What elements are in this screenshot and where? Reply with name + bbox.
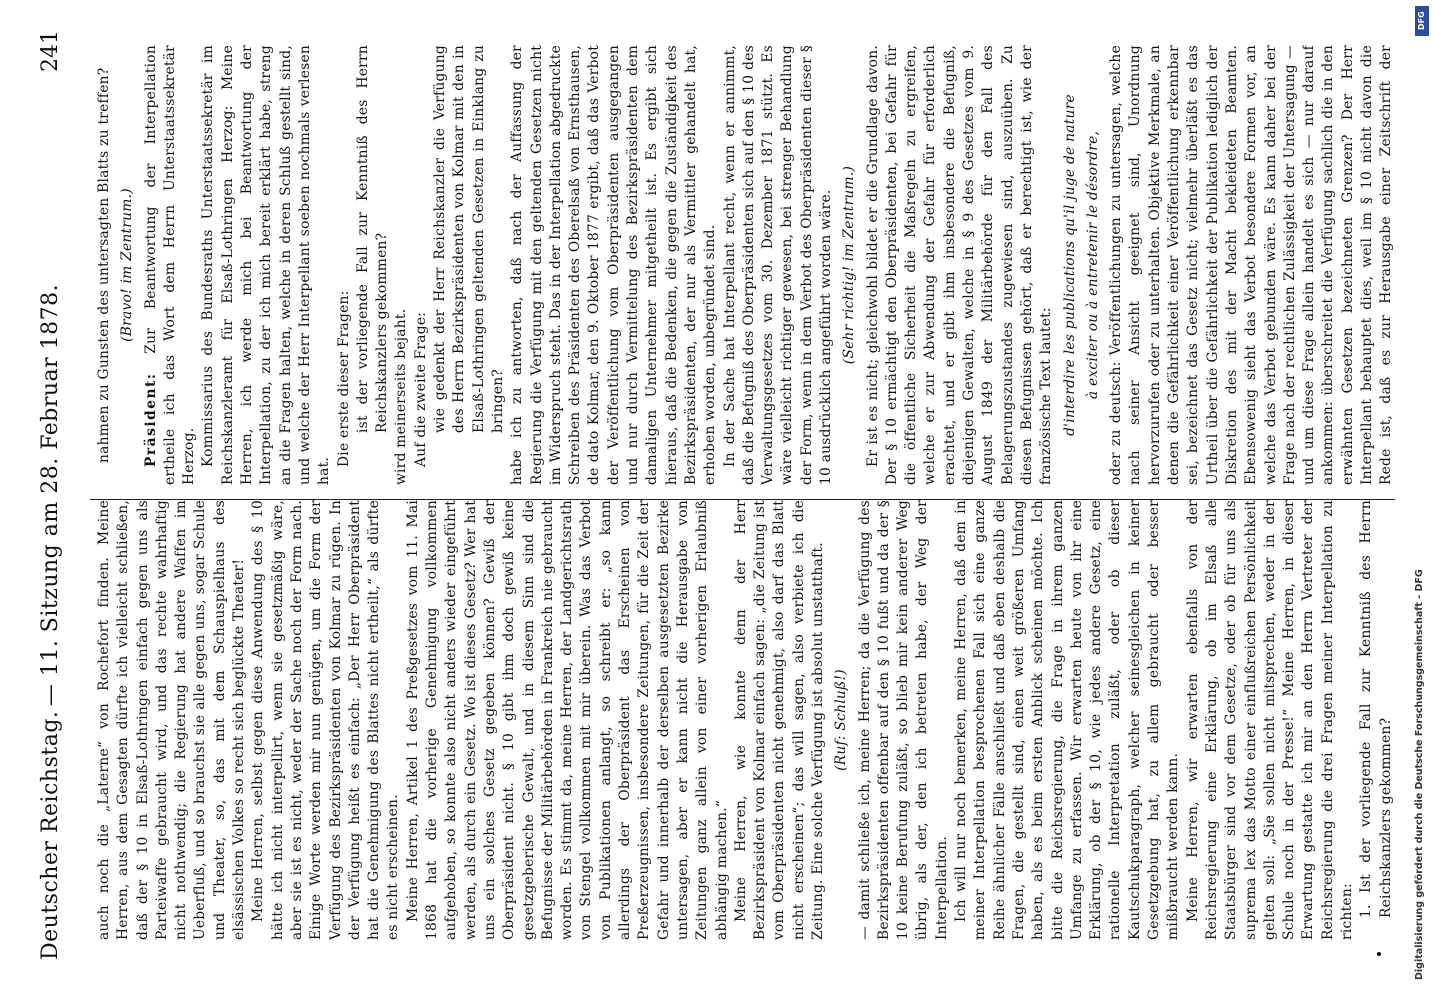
paragraph: Meine Herren, wir erwarten ebenfalls von der Reichsregierung eine Erklärung, ob im Elsaß alle Staatsbürger sind vor dem Gesetze, oder ob für uns als suprema lex das Motto einer einflußreichen Persönlichkeit gelten soll: „Sie sollen nicht mitsprechen, weder in der Schule noch in der Presse!“ Meine Herren, in dieser Erwartung gestatte ich mir an den Herrn Vertreter der Reichsregierung die drei Fragen meiner Interpellation zu richten: [1184,500,1355,940]
paragraph: Auf die zweite Frage: [412,311,429,467]
question-quote-2: wie gedenkt der Herr Reichskanzler die Verfügung des Herrn Bezirkspräsidenten von Kolmar mit den in Elsaß-Lothringen geltenden Gesetzen in Einklang zu bringen? [432,45,506,433]
left-column [95,500,1395,940]
right-column [95,45,1395,485]
paragraph: — damit schließe ich, meine Herren; da die Verfügung des Bezirkspräsidenten offenbar auf den § 10 fußt und da der § 10 keine Berufung zuläßt, so blieb mir kein anderer Weg übrig, als der, den ich betreten habe, der Weg der Interpellation. [856,500,950,940]
paragraph: Kommissarius des Bundesraths Unterstaatssekretär im Reichskanzleramt für Elsaß-Lothringen Herzog: Meine Herren, ich werde mich bei Beantwortung der Interpellation, zu der ich mich bereit erklärt habe, streng an die Fragen halten, welche in deren Schluß gestellt sind, und welche der Herr Interpellant soeben nochmals verlesen hat. [200,45,333,485]
paragraph: Meine Herren, selbst gegen diese Anwendung des § 10 hätte ich nicht interpellirt, wenn sie gesetzmäßig wäre, aber sie ist es nicht, weder der Sache noch der Form nach. Einige Worte werden mir nun genügen, um die Form der Verfügung des Bezirkspräsidenten von Kolmar zu rügen. In der Verfügung heißt es einfach: „Der Herr Oberpräsident hat die Genehmigung des Blattes nicht ertheilt,“ als dürfte es nicht erscheinen. [250,500,402,940]
question-1: 1. Ist der vorliegende Fall zur Kenntniß des Herrn Reichskanzlers gekommen? [1358,500,1394,918]
french-quote-line-2: à exciter ou à entretenir le désordre, [1084,130,1101,400]
stage-direction: (Ruf: Schluß!) [833,669,850,771]
president-paragraph [142,45,200,485]
paragraph: In der Sache hat Interpellant recht, wenn er annimmt, daß die Befugniß des Oberpräsidenten sich auf den § 10 des Verwaltungsgesetzes vom 30. Dezember 1871 stützt. Es wäre vielleicht richtiger gewesen, bei strenger Behandlung der Form, wenn in dem Verbot des Oberpräsidenten dieser § 10 ausdrücklich angeführt worden wäre. [721,45,834,485]
dfg-logo: DFG [1415,6,1429,36]
stage-direction: (Bravo! im Zentrum.) [119,188,136,342]
paragraph: Meine Herren, Artikel 1 des Preßgesetzes vom 11. Mai 1868 hat die vorherige Genehmigung vollkommen aufgehoben, so konnte also nicht anders wieder eingeführt werden, als durch ein Gesetz. Wo ist dieses Gesetz? Wer hat uns ein solches Gesetz gegeben können? Gewiß der Oberpräsident nicht. § 10 gibt ihm doch gewiß keine gesetzgeberische Gewalt, und in diesem Sinn sind die Befugnisse der Militärbehörden in Frankreich nie gebraucht worden. Es stimmt da, meine Herren, der Landgerichtsrath von Stengel vollkommen mit mir überein. Was das Verbot von Publikationen anlangt, so schreibt er: „so kann allerdings der Oberpräsident das Erscheinen von Preßerzeugnissen, insbesondere Zeitungen, für die Zeit der Gefahr und innerhalb der derselben ausgesetzten Bezirke untersagen, aber er kann nicht die Herausgabe von Zeitungen ganz allein von einer vorherigen Erlaubniß abhängig machen.“ [404,500,730,940]
paragraph: Meine Herren, wie konnte denn der Herr Bezirkspräsident von Kolmar einfach sagen: „die Zeitung ist vom Oberpräsidenten nicht genehmigt, also darf das Blatt nicht erscheinen“; das will sagen, also verbiete ich die Zeitung. Eine solche Verfügung ist absolut unstatthaft. [732,500,826,940]
dfg-credit-text: Digitalisierung gefördert durch die Deutsche Forschungsgemeinschaft - DFG [1414,569,1425,980]
question-continuation: nahmen zu Gunsten des untersagten Blatts zu treffen? [96,67,112,463]
paragraph: auch noch die „Laterne“ von Rochefort finden. Meine Herren, aus dem Gesagten dürfte ich vielleicht schließen, daß der § 10 in Elsaß-Lothringen einfach gegen uns als Parteiwaffe gebraucht wird, und das rechte wahrhaftig nicht nothwendig; die Regierung hat andere Waffen im Ueberfluß, und so brauchst sie alle gegen uns, sogar Schule und Theater, so, das mit dem Schauspielhaus des elsässischen Volkes so recht sich beglückte Theater! [96,500,248,940]
paragraph: Ich will nur noch bemerken, meine Herren, daß dem in meiner Interpellation besprochenen Fall sich eine ganze Reihe ähnlicher Fälle anschließt und daß eben deshalb die Fragen, die gestellt sind, einen weit größeren Umfang haben, als es beim ersten Anblick scheinen möchte. Ich bitte die Reichsregierung, die Frage in ihrem ganzen Umfange zu erfassen. Wir erwarten heute von ihr eine Erklärung, ob der § 10, wie jedes andere Gesetz, eine rationelle Interpretation zuläßt, oder ob dieser Kautschukparagraph, welcher seinesgleichen in keiner Gesetzgebung hat, zu allem gebraucht oder besser mißbraucht werden kann. [953,500,1182,940]
paragraph: Die erste dieser Fragen: [335,290,352,467]
page-header [30,30,70,960]
ink-speck [1377,952,1381,956]
page-number: 241 [38,30,63,72]
header-left: Deutscher Reichstag. [38,710,63,960]
french-quote-line-1: d'interdire les publications qu'il juge de nature [1061,94,1078,436]
paragraph: wird meinerseits bejaht. [393,308,410,485]
paragraph: Er ist es nicht; gleichwohl bildet er die Grundlage davon. Der § 10 ermächtigt den Oberpräsidenten, bei Gefahr für die öffentliche Sicherheit die Maßregeln zu ergreifen, welche er zur Abwendung der Gefahr für erforderlich erachtet, und er gibt ihm insbesondere die Befugniß, diejenigen Gewalten, welche in § 9 des Gesetzes vom 9. August 1849 der Militärbehörde für den Fall des Belagerungszustandes zugewiesen sind, auszuüben. Zu diesen Befugnissen gehört, daß er berechtigt ist, wie der französische Text lautet: [864,45,1055,485]
speaker-label: Präsident: [142,372,159,467]
stage-direction: (Sehr richtig! im Zentrum.) [841,165,858,365]
paragraph-text: Zur Beantwortung der Interpellation ertheile ich das Wort dem Herrn Unterstaatssekretär Herzog. [142,45,198,485]
dfg-footer [1412,0,1432,1000]
header-session: — 11. Sitzung am 28. Februar 1878. [38,283,63,707]
question-quote-1: ist der vorliegende Fall zur Kenntniß des Herrn Reichskanzlers gekommen? [354,45,391,433]
paragraph: oder zu deutsch: Veröffentlichungen zu untersagen, welche nach seiner Ansicht geeignet sind, Unordnung hervorzurufen oder zu unterhalten. Objektive Merkmale, an denen die Gefährlichkeit einer Veröffentlichung erkennbar sei, bezeichnet das Gesetz nicht; vielmehr überläßt es das Urtheil über die Gefährlichkeit der Publikation lediglich der Diskretion des mit der Macht bekleideten Beamten. Ebensowenig sieht das Verbot besondere Formen vor, an welche das Verbot gebunden wäre. Es kann daher bei der Frage nach der rechtlichen Zulässigkeit der Untersagung — und um diese Frage allein handelt es sich — nur darauf ankommen: überschreitet die Verfügung sachlich die in den erwähnten Gesetzen bezeichneten Grenzen? Der Herr Interpellant behauptet dies, weil im § 10 nicht davon die Rede ist, daß es zur Herausgabe einer Zeitschrift der [1108,45,1395,485]
paragraph: habe ich zu antworten, daß nach der Auffassung der Regierung die Verfügung mit den geltenden Gesetzen nicht im Widerspruch steht. Das in der Interpellation abgedruckte Schreiben des Präsidenten des Oberelsaß von Ernsthausen, de dato Kolmar, den 9. Oktober 1877 ergibt, daß das Verbot der Veröffentlichung vom Oberpräsidenten ausgegangen und nur durch Vermittelung des Bezirkspräsidenten dem damaligen Unternehmer mitgetheilt ist. Es ergibt sich hieraus, daß die Bedenken, die gegen die Zuständigkeit des Bezirkspräsidenten, der nur als Vermittler gehandelt hat, erhoben worden, unbegründet sind. [509,45,719,485]
